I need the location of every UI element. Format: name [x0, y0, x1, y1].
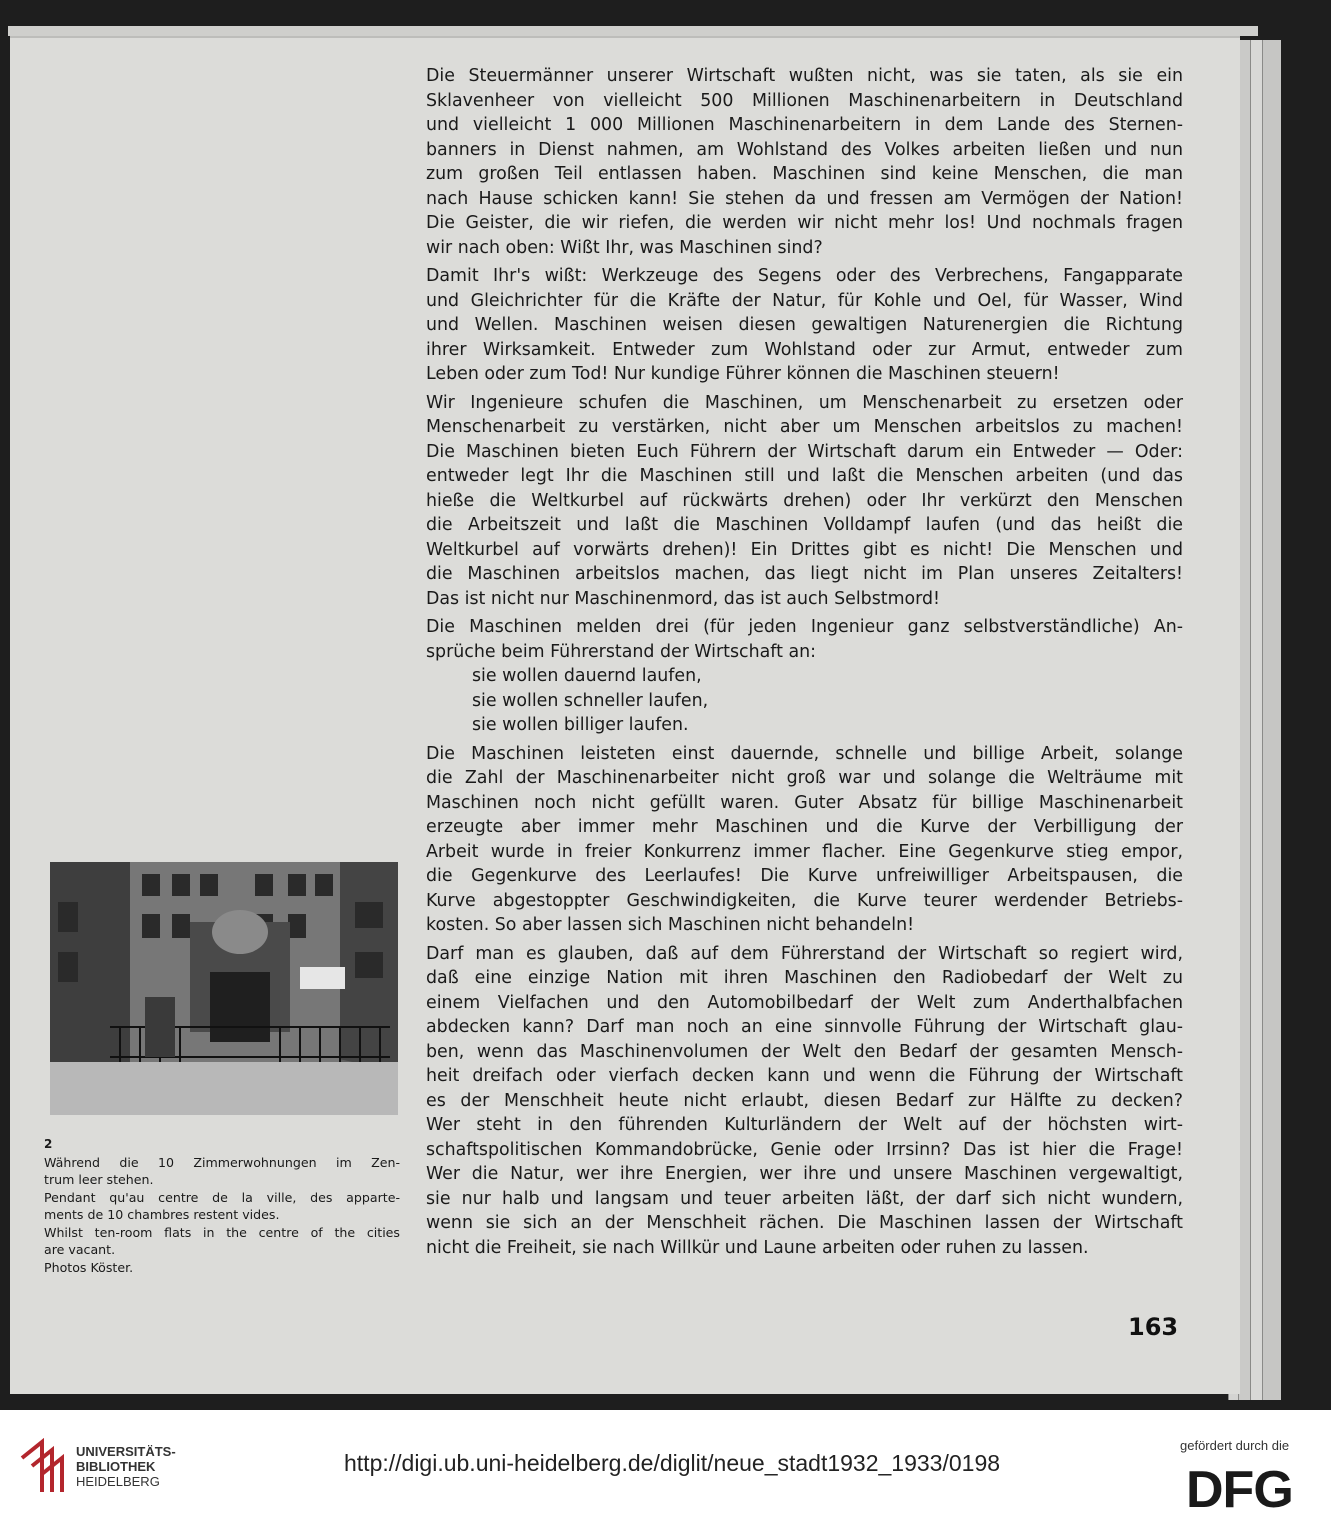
text-line: sprüche beim Führerstand der Wirtschaft an: — [426, 641, 816, 662]
library-name-line2: BIBLIOTHEK — [76, 1459, 156, 1474]
text-line: Damit Ihr's wißt: Werkzeuge des Segens oder des Verbrechens, Fangapparate — [426, 266, 1183, 286]
library-name-line3: HEIDELBERG — [76, 1474, 160, 1489]
photo-caption — [44, 1136, 400, 1276]
permalink-url[interactable]: http://digi.ub.uni-heidelberg.de/diglit/neue_stadt1932_1933/0198 — [344, 1450, 1001, 1476]
text-line: Die Maschinen melden drei (für jeden Ingenieur ganz selbstverständliche) An- — [426, 617, 1183, 637]
text-line: schaftspolitischen Kommandobrücke, Genie oder Irrsinn? Das ist hier die Frage! — [426, 1139, 1183, 1160]
digitization-footer — [0, 1410, 1331, 1522]
text-line: ihrer Wirksamkeit. Entweder zum Wohlstand oder zur Armut, entweder zum — [426, 339, 1183, 360]
funding-label: gefördert durch die — [1180, 1438, 1290, 1453]
text-line: die Gegenkurve des Leerlaufes! Die Kurve unfreiwilliger Arbeitspausen, die — [426, 866, 1183, 886]
page-number: 163 — [1128, 1313, 1179, 1341]
paragraph — [426, 742, 1183, 938]
text-line: kosten. So aber lassen sich Maschinen nicht behandeln! — [426, 915, 915, 935]
text-line: Wir Ingenieure schufen die Maschinen, um Menschenarbeit zu ersetzen oder — [426, 392, 1183, 413]
text-line: Arbeit wurde in freier Konkurrenz immer flacher. Eine Gegenkurve stieg empor, — [426, 841, 1183, 862]
caption-line: Photos Köster. — [44, 1259, 134, 1275]
text-line: Sklavenheer von vielleicht 500 Millionen Maschinenarbeitern in Deutschland — [426, 90, 1183, 111]
text-line: einem Vielfachen und den Automobilbedarf der Welt zum Anderthalbfachen — [426, 992, 1183, 1013]
text-line: Die Geister, die wir riefen, die werden wir nicht mehr los! Und nochmals fragen — [426, 213, 1183, 233]
paragraph — [426, 391, 1183, 612]
text-line: die Zahl der Maschinenarbeiter nicht groß war und solange die Welträume mit — [426, 768, 1183, 788]
text-line: Das ist nicht nur Maschinenmord, das ist auch Selbstmord! — [426, 588, 941, 609]
dfg-logo: DFG — [1186, 1461, 1293, 1519]
text-line: wenn sie sich an der Menschheit rächen. Die Maschinen lassen der Wirtschaft — [426, 1213, 1183, 1233]
text-line: heit dreifach oder vierfach decken kann und wenn die Führung der Wirtschaft — [426, 1066, 1183, 1086]
text-line: erzeugte aber immer mehr Maschinen und die Kurve der Verbilligung der — [426, 817, 1183, 837]
text-line: Wer steht in den führenden Kulturländern der Welt auf der höchsten wirt- — [426, 1115, 1183, 1135]
text-line: ben, wenn das Maschinenvolumen der Welt den Bedarf der gesamten Mensch- — [426, 1041, 1183, 1062]
main-text-column — [426, 64, 1183, 1264]
paragraph — [426, 64, 1183, 260]
text-line: entweder legt Ihr die Maschinen still und laßt die Menschen arbeiten (und das — [426, 466, 1183, 486]
paragraph — [426, 264, 1183, 387]
text-line: Wer die Natur, wer ihre Energien, wer ihre und unsere Maschinen vergewaltigt, — [426, 1164, 1183, 1184]
text-line: zum großen Teil entlassen haben. Maschinen sind keine Menschen, die man — [426, 164, 1183, 184]
page-top-strip — [8, 26, 1258, 36]
list-item: sie wollen schneller laufen, — [472, 690, 709, 711]
text-line: und vielleicht 1 000 Millionen Maschinenarbeitern in dem Lande des Sternen- — [426, 115, 1183, 135]
text-line: Maschinen noch nicht gefüllt waren. Guter Absatz für billige Maschinenarbeit — [426, 792, 1183, 813]
paragraph — [426, 942, 1183, 1261]
list-item: sie wollen dauernd laufen, — [472, 666, 702, 686]
text-line: banners in Dienst nahmen, am Wohlstand des Volkes arbeiten ließen und nun — [426, 139, 1183, 160]
text-line: es der Menschheit heute nicht erlaubt, diesen Bedarf zur Hälfte zu decken? — [426, 1090, 1183, 1111]
text-line: Weltkurbel auf vorwärts drehen)! Ein Drittes gibt es nicht! Die Menschen und — [426, 539, 1183, 560]
text-line: nicht die Freiheit, sie nach Willkür und Laune arbeiten oder ruhen zu lassen. — [426, 1237, 1089, 1258]
library-name — [76, 1444, 176, 1489]
text-line: Die Maschinen leisteten einst dauernde, schnelle und billige Arbeit, solange — [426, 743, 1183, 764]
text-line: Die Steuermänner unserer Wirtschaft wußten nicht, was sie taten, als sie ein — [426, 66, 1183, 86]
text-line: hieße die Weltkurbel auf rückwärts drehen) oder Ihr verkürzt den Menschen — [426, 490, 1183, 511]
paragraph — [426, 615, 1183, 738]
caption-number: 2 — [44, 1137, 53, 1151]
text-line: nach Hause schicken kann! Sie stehen da und fressen am Vermögen der Nation! — [426, 188, 1183, 209]
caption-line: Pendant qu'au centre de la ville, des apparte- — [44, 1189, 400, 1205]
ub-heidelberg-logo-icon — [18, 1438, 70, 1496]
text-line: und Gleichrichter für die Kräfte der Natur, für Kohle und Oel, für Wasser, Wind — [426, 290, 1183, 311]
caption-line: ments de 10 chambres restent vides. — [44, 1207, 280, 1222]
text-line: wir nach oben: Wißt Ihr, was Maschinen sind? — [426, 237, 823, 258]
text-line: Die Maschinen bieten Euch Führern der Wirtschaft darum ein Entweder — Oder: — [426, 441, 1183, 462]
caption-line: trum leer stehen. — [44, 1172, 154, 1187]
caption-line: Whilst ten-room flats in the centre of the cities — [44, 1224, 400, 1240]
text-line: sie nur halb und langsam und teuer arbeiten läßt, der darf sich nicht wundern, — [426, 1188, 1183, 1209]
text-line: die Maschinen arbeitslos machen, das liegt nicht im Plan unseres Zeitalters! — [426, 564, 1183, 584]
caption-line: are vacant. — [44, 1242, 116, 1257]
building-photo — [50, 862, 398, 1115]
caption-line: Während die 10 Zimmerwohnungen im Zen- — [44, 1154, 400, 1170]
text-line: Darf man es glauben, daß auf dem Führerstand der Wirtschaft so regiert wird, — [426, 943, 1183, 964]
text-line: Leben oder zum Tod! Nur kundige Führer können die Maschinen steuern! — [426, 364, 1060, 384]
library-name-line1: UNIVERSITÄTS- — [76, 1444, 176, 1459]
text-line: daß eine einzige Nation mit ihren Maschinen den Radiobedarf der Welt zu — [426, 968, 1183, 988]
text-line: Menschenarbeit zu verstärken, nicht aber um Menschen arbeitslos zu machen! — [426, 417, 1183, 437]
text-line: und Wellen. Maschinen weisen diesen gewaltigen Naturenergien die Richtung — [426, 315, 1183, 335]
list-item: sie wollen billiger laufen. — [472, 715, 689, 735]
text-line: die Arbeitszeit und laßt die Maschinen Volldampf laufen (und das heißt die — [426, 515, 1183, 535]
text-line: abdecken kann? Darf man noch an eine sinnvolle Führung der Wirtschaft glau- — [426, 1017, 1183, 1037]
text-line: Kurve abgestoppter Geschwindigkeiten, die Kurve teurer werdender Betriebs- — [426, 890, 1183, 911]
